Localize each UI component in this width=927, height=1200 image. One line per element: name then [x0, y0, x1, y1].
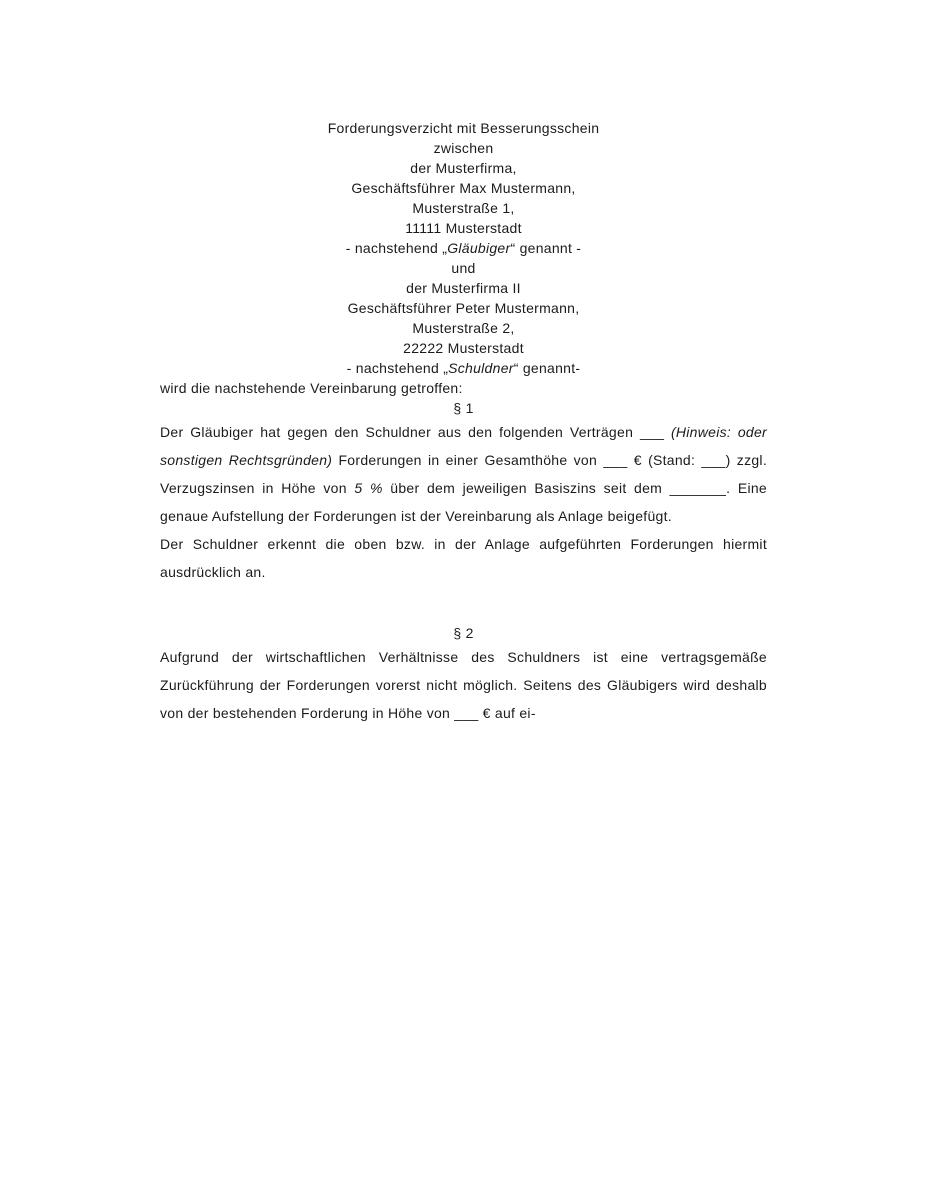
debtor-party-block: [160, 278, 767, 358]
hint-italic-text: (Hinweis: oder sonstigen Rechtsgründen): [160, 424, 767, 468]
section-2-heading: § 2: [453, 625, 474, 641]
debtor-line: Geschäftsführer Peter Mustermann,: [347, 300, 580, 316]
debtor-designation: [160, 358, 767, 378]
debtor-name-italic: Schuldner: [448, 360, 514, 376]
paragraph-text: Forderungen in einer Gesamthöhe von ___ € (Stand: ___) zzgl. Verzugszinsen in Höhe von: [160, 452, 767, 496]
creditor-designation: [160, 238, 767, 258]
creditor-name-italic: Gläubiger: [447, 240, 511, 256]
section-1-paragraph-2: Der Schuldner erkennt die oben bzw. in der Anlage aufgeführten Forderungen hiermit ausdrücklich an.: [160, 536, 767, 580]
creditor-party-block: [160, 158, 767, 238]
paragraph-text: Der Gläubiger hat gegen den Schuldner aus den folgenden Verträgen ___: [160, 424, 671, 440]
document-title: Forderungsverzicht mit Besserungsschein: [327, 120, 600, 136]
designation-pre-text: - nachstehend „: [346, 360, 449, 376]
creditor-line: Musterstraße 1,: [412, 200, 515, 216]
designation-post-text: “ genannt -: [510, 240, 582, 256]
between-label: zwischen: [433, 140, 494, 156]
debtor-line: der Musterfirma II: [406, 280, 521, 296]
paragraph-text: über dem jeweiligen Basiszins seit dem _______. Eine genaue Aufstellung der Forderungen ist der Vereinbarung als Anlage beigefügt.: [160, 480, 767, 524]
intro-line: wird die nachstehende Vereinbarung getroffen:: [160, 380, 463, 396]
designation-pre-text: - nachstehend „: [345, 240, 448, 256]
section-2-paragraph-1: Aufgrund der wirtschaftlichen Verhältnisse des Schuldners ist eine vertragsgemäße Zurückführung der Forderungen vorerst nicht möglich. Seitens des Gläubigers wird deshalb von der bestehenden Forderung in Höhe von ___ € auf ei-: [160, 649, 767, 721]
creditor-line: 11111 Musterstadt: [405, 220, 522, 236]
designation-post-text: “ genannt-: [513, 360, 581, 376]
section-1-heading: § 1: [453, 400, 474, 416]
and-label: und: [451, 260, 476, 276]
interest-rate-italic-text: 5 %: [354, 480, 383, 496]
creditor-line: Geschäftsführer Max Mustermann,: [351, 180, 576, 196]
debtor-line: Musterstraße 2,: [412, 320, 515, 336]
section-1-paragraph-1: [160, 418, 767, 530]
debtor-line: 22222 Musterstadt: [403, 340, 524, 356]
creditor-line: der Musterfirma,: [410, 160, 517, 176]
